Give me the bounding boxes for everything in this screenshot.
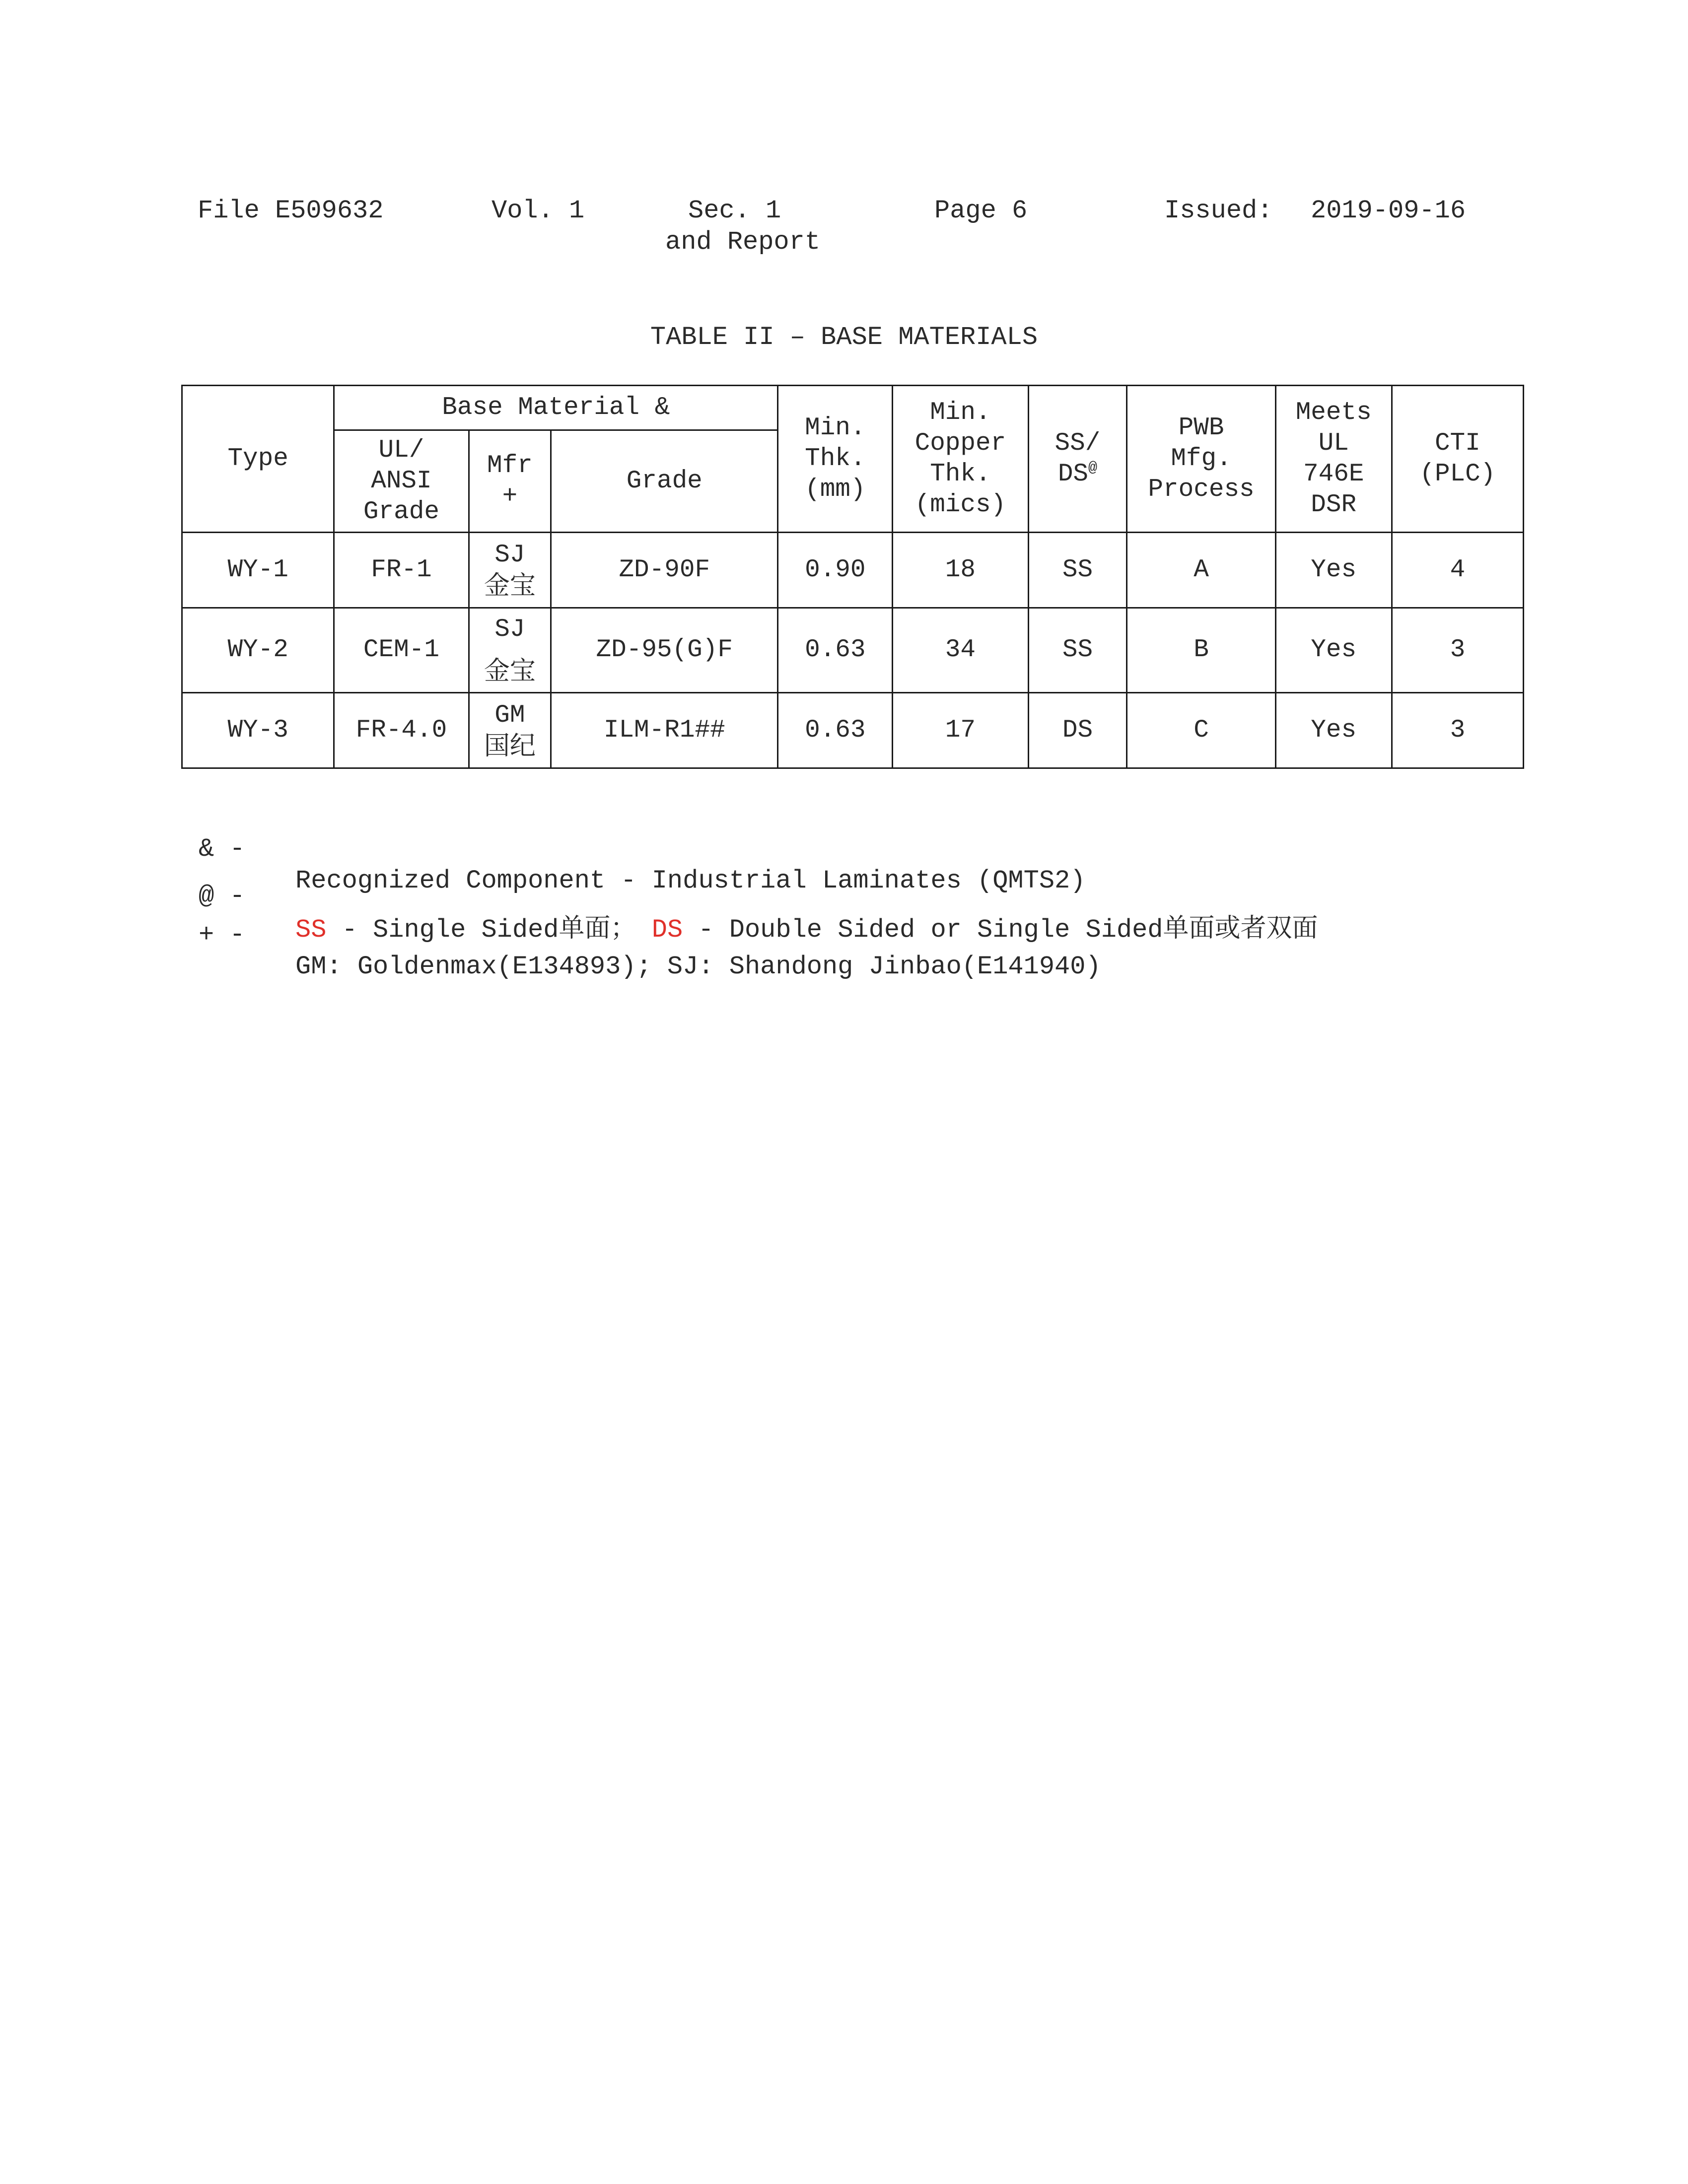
header-ul-line: ANSI <box>371 467 432 495</box>
header-base-material <box>334 386 778 430</box>
issued-label: Issued: <box>1164 196 1273 225</box>
cell-ul-grade: FR-4.0 <box>334 693 469 768</box>
section-subtitle: and Report <box>665 227 821 257</box>
mfr-code: SJ <box>494 615 525 644</box>
table-row <box>182 533 1524 608</box>
cell-cti: 3 <box>1392 608 1523 693</box>
cell-meets: Yes <box>1275 533 1392 608</box>
header-type-label: Type <box>227 444 288 473</box>
header-copper-line: (mics) <box>914 490 1006 519</box>
cell-ss-ds: SS <box>1028 533 1127 608</box>
cell-copper: 18 <box>893 533 1028 608</box>
cell-ul-grade: CEM-1 <box>334 608 469 693</box>
ds-chinese: 单面或者双面 <box>1163 913 1318 943</box>
file-number: File E509632 <box>198 196 384 225</box>
footnote-text: Recognized Component - Industrial Laminates (QMTS2) <box>295 866 1086 895</box>
cell-grade: ILM-R1## <box>551 693 778 768</box>
cell-type: WY-2 <box>182 608 334 693</box>
header-meets-line: DSR <box>1311 490 1357 519</box>
header-ul-line: Grade <box>363 497 439 526</box>
header-min-thk-line: Min. <box>805 413 866 442</box>
header-meets-line: UL <box>1318 429 1349 458</box>
header-mfr <box>469 430 551 533</box>
header-cti-line: CTI <box>1434 429 1480 458</box>
cell-type: WY-3 <box>182 693 334 768</box>
volume-number: Vol. 1 <box>492 196 585 225</box>
section-number: Sec. 1 <box>688 196 781 225</box>
cell-mfr <box>469 608 551 693</box>
mfr-chinese-name: 金宝 <box>484 570 536 601</box>
mfr-code: GM <box>494 701 525 730</box>
cell-mfr <box>469 693 551 768</box>
footnote-text <box>295 912 1318 946</box>
header-ul-ansi-grade <box>334 430 469 533</box>
footnote-text: GM: Goldenmax(E134893); SJ: Shandong Jinbao(E141940) <box>295 952 1101 981</box>
ss-highlight: SS <box>295 915 327 945</box>
header-min-thk-line: Thk. <box>805 444 866 473</box>
header-meets-ul <box>1275 386 1392 533</box>
header-pwb-process <box>1127 386 1275 533</box>
header-copper-line: Thk. <box>930 460 991 488</box>
footnote-symbol: @ - <box>199 882 245 911</box>
header-grade-label: Grade <box>626 467 703 495</box>
cell-pwb: C <box>1127 693 1275 768</box>
footnote-marker-at: @ <box>1088 459 1098 477</box>
header-base-material-label: Base Material & <box>442 393 670 422</box>
header-meets-line: 746E <box>1303 460 1364 488</box>
header-min-thk <box>778 386 893 533</box>
table-row <box>182 693 1524 768</box>
header-copper-line: Min. <box>930 398 991 427</box>
cell-ul-grade: FR-1 <box>334 533 469 608</box>
issued-date: 2019-09-16 <box>1311 196 1466 225</box>
table-row <box>182 608 1524 693</box>
ds-highlight: DS <box>651 915 683 945</box>
page-number: Page 6 <box>934 196 1028 225</box>
header-mfr-line: Mfr <box>487 451 533 480</box>
cell-copper: 17 <box>893 693 1028 768</box>
cell-min-thk: 0.63 <box>778 693 893 768</box>
cell-pwb: B <box>1127 608 1275 693</box>
cell-copper: 34 <box>893 608 1028 693</box>
cell-meets: Yes <box>1275 608 1392 693</box>
header-pwb-line: Mfg. <box>1171 444 1232 473</box>
cell-type: WY-1 <box>182 533 334 608</box>
cell-min-thk: 0.90 <box>778 533 893 608</box>
header-ss-ds-line: DS <box>1057 460 1089 488</box>
header-ss-ds <box>1028 386 1127 533</box>
header-pwb-line: Process <box>1148 475 1255 504</box>
ds-description: - Double Sided or Single Sided <box>683 915 1163 945</box>
header-copper-line: Copper <box>914 429 1006 458</box>
cell-ss-ds: DS <box>1028 693 1127 768</box>
header-grade <box>551 430 778 533</box>
footnote-symbol: & - <box>199 834 245 864</box>
cell-min-thk: 0.63 <box>778 608 893 693</box>
footnote-symbol: + - <box>199 920 245 950</box>
ss-chinese: 单面； <box>559 913 636 943</box>
mfr-code: SJ <box>494 541 525 569</box>
header-min-thk-line: (mm) <box>805 475 866 504</box>
mfr-chinese-name: 金宝 <box>484 656 536 686</box>
header-ss-ds-line: SS/ <box>1055 429 1101 458</box>
cell-cti: 3 <box>1392 693 1523 768</box>
cell-grade: ZD-95(G)F <box>551 608 778 693</box>
header-ul-line: UL/ <box>378 436 424 465</box>
header-cti <box>1392 386 1523 533</box>
cell-pwb: A <box>1127 533 1275 608</box>
cell-grade: ZD-90F <box>551 533 778 608</box>
table-title: TABLE II – BASE MATERIALS <box>650 323 1038 352</box>
header-mfr-line: + <box>502 482 518 511</box>
cell-mfr <box>469 533 551 608</box>
header-copper-thk <box>893 386 1028 533</box>
mfr-chinese-name: 国纪 <box>484 731 536 761</box>
cell-ss-ds: SS <box>1028 608 1127 693</box>
header-meets-line: Meets <box>1295 398 1372 427</box>
header-row-1 <box>182 386 1524 430</box>
header-type <box>182 386 334 533</box>
ss-description: - Single Sided <box>326 915 559 945</box>
cell-meets: Yes <box>1275 693 1392 768</box>
cell-cti: 4 <box>1392 533 1523 608</box>
base-materials-table <box>181 385 1524 769</box>
header-pwb-line: PWB <box>1178 413 1224 442</box>
header-cti-line: (PLC) <box>1419 460 1496 488</box>
